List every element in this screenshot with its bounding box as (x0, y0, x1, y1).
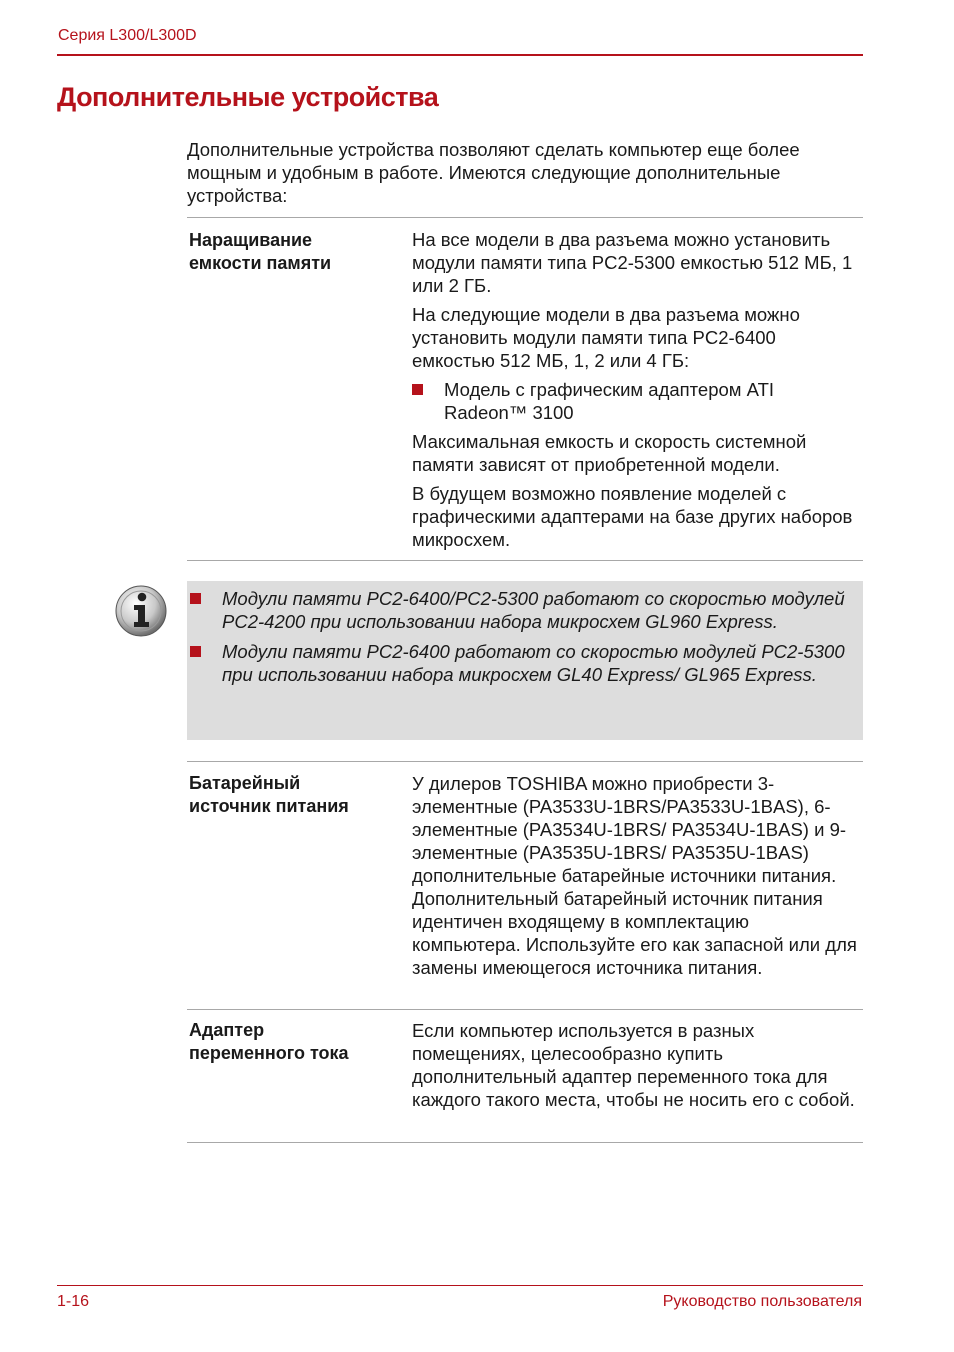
footer-divider (57, 1285, 863, 1286)
term-battery: Батарейный источник питания (189, 773, 349, 816)
adapter-paragraph: Если компьютер используется в разных помещениях, целесообразно купить дополнительный адаптер переменного тока для каждого такого места, чтобы не носить его с собой. (412, 1020, 855, 1110)
desc-adapter (412, 1019, 862, 1117)
note-item: Модули памяти PC2-6400/PC2-5300 работают со скоростью модулей PC2-4200 при использовании набора микросхем GL960 Express. (190, 587, 850, 633)
table-divider (187, 761, 863, 762)
table-divider (187, 1009, 863, 1010)
red-square-bullet-icon (190, 646, 201, 657)
intro-paragraph: Дополнительные устройства позволяют сделать компьютер еще более мощным и удобным в работе. Имеются следующие дополнительные устройства: (187, 139, 800, 206)
desc-memory (412, 228, 862, 557)
table-divider (187, 217, 863, 218)
running-header: Серия L300/L300D (58, 27, 197, 44)
note-box (187, 581, 863, 740)
table-divider (187, 560, 863, 561)
memory-paragraph-2: На следующие модели в два разъема можно установить модули памяти типа PC2-6400 емкостью 512 МБ, 1, 2 или 4 ГБ: (412, 304, 800, 371)
memory-paragraph-3: Максимальная емкость и скорость системной памяти зависят от приобретенной модели. (412, 431, 807, 475)
battery-paragraph: У дилеров TOSHIBA можно приобрести 3-элементные (PA3533U-1BRS/PA3533U-1BAS), 6-элементные (PA3534U-1BRS/ PA3534U-1BAS) и 9-элементные (PA3535U-1BRS/ PA3535U-1BAS) дополнительные батарейные источники питания. Дополнительный батарейный источник питания идентичен входящему в комплектацию компьютера. Используйте его как запасной или для замены имеющегося источника питания. (412, 773, 857, 978)
note-item: Модули памяти PC2-6400 работают со скоростью модулей PC2-5300 при использовании набора микросхем GL40 Express/ GL965 Express. (190, 640, 850, 686)
page-title: Дополнительные устройства (57, 82, 439, 112)
desc-battery (412, 772, 862, 985)
memory-paragraph-1: На все модели в два разъема можно установить модули памяти типа PC2-5300 емкостью 512 МБ, 1 или 2 ГБ. (412, 229, 853, 296)
info-icon (114, 584, 168, 638)
table-divider (187, 1142, 863, 1143)
header-divider (57, 54, 863, 56)
memory-bullet-item: Модель с графическим адаптером ATI Radeon™ 3100 (412, 378, 862, 424)
red-square-bullet-icon (190, 593, 201, 604)
term-memory: Наращивание емкости памяти (189, 230, 332, 273)
term-adapter: Адаптер переменного тока (189, 1020, 349, 1063)
memory-paragraph-4: В будущем возможно появление моделей с графическими адаптерами на базе других наборов микросхем. (412, 483, 853, 550)
page-number: 1-16 (57, 1293, 90, 1310)
red-square-bullet-icon (412, 384, 423, 395)
footer-guide-title: Руководство пользователя (662, 1293, 862, 1310)
